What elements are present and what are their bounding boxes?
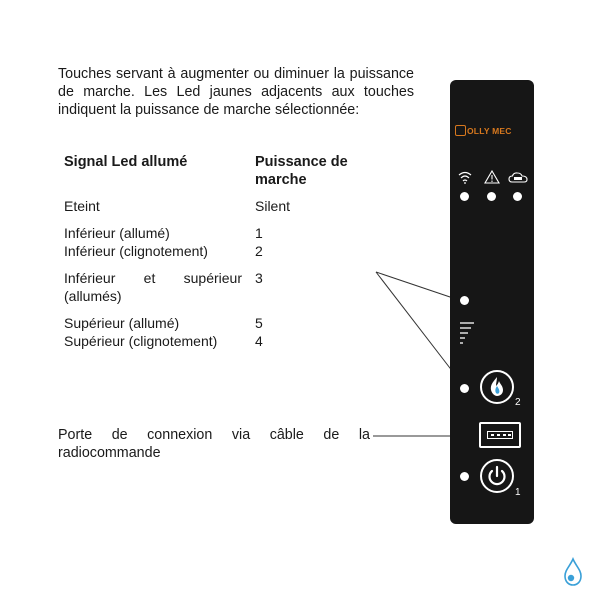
power-button[interactable] — [480, 459, 514, 493]
row-power: 3 — [255, 270, 263, 286]
row-power: 1 — [255, 225, 263, 241]
led-on-off — [460, 472, 469, 481]
led-cloud — [513, 192, 522, 201]
wifi-icon — [457, 170, 473, 184]
warning-icon — [484, 170, 500, 184]
brand-logo-icon — [455, 125, 466, 136]
flame-button-number: 2 — [515, 397, 521, 408]
cable-note-line2: radiocommande — [58, 445, 161, 461]
brand-logo — [455, 125, 535, 136]
row-power: Silent — [255, 198, 291, 214]
row-signal: Eteint — [64, 198, 100, 214]
led-warning — [487, 192, 496, 201]
row-power: 4 — [255, 333, 263, 349]
power-icon — [482, 461, 512, 491]
header-signal: Signal Led allumé — [64, 154, 188, 170]
water-drop-logo-icon — [562, 557, 584, 587]
row-power: 5 — [255, 315, 263, 331]
cloud-icon — [508, 171, 528, 184]
row-signal: Inférieur (allumé) — [64, 225, 170, 241]
led-power-lower — [460, 384, 469, 393]
leader-line-lower — [376, 272, 453, 372]
flame-icon — [482, 372, 512, 402]
connector-port-icon — [479, 422, 521, 448]
power-button-number: 1 — [515, 487, 521, 498]
row-signal: Supérieur (clignotement) — [64, 333, 218, 349]
led-wifi — [460, 192, 469, 201]
led-power-upper — [460, 296, 469, 305]
header-power: Puissance de marche — [255, 154, 348, 188]
cable-note-line1: Porte de connexion via câble de la — [58, 427, 370, 443]
row-power: 2 — [255, 243, 263, 259]
flame-button[interactable] — [480, 370, 514, 404]
row-signal: Supérieur (allumé) — [64, 315, 180, 331]
description-text: Touches servant à augmenter ou diminuer la puissance de marche. Les Led jaunes adjacents aux touches indiquent la puissance de marche sélectionnée: — [58, 66, 414, 118]
row-signal: Inférieur et supérieur (allumés) — [64, 270, 242, 304]
power-level-icon — [458, 320, 476, 344]
leader-line-upper — [376, 272, 453, 298]
row-signal: Inférieur (clignotement) — [64, 243, 208, 259]
brand-name: OLLY MEC — [467, 126, 512, 136]
